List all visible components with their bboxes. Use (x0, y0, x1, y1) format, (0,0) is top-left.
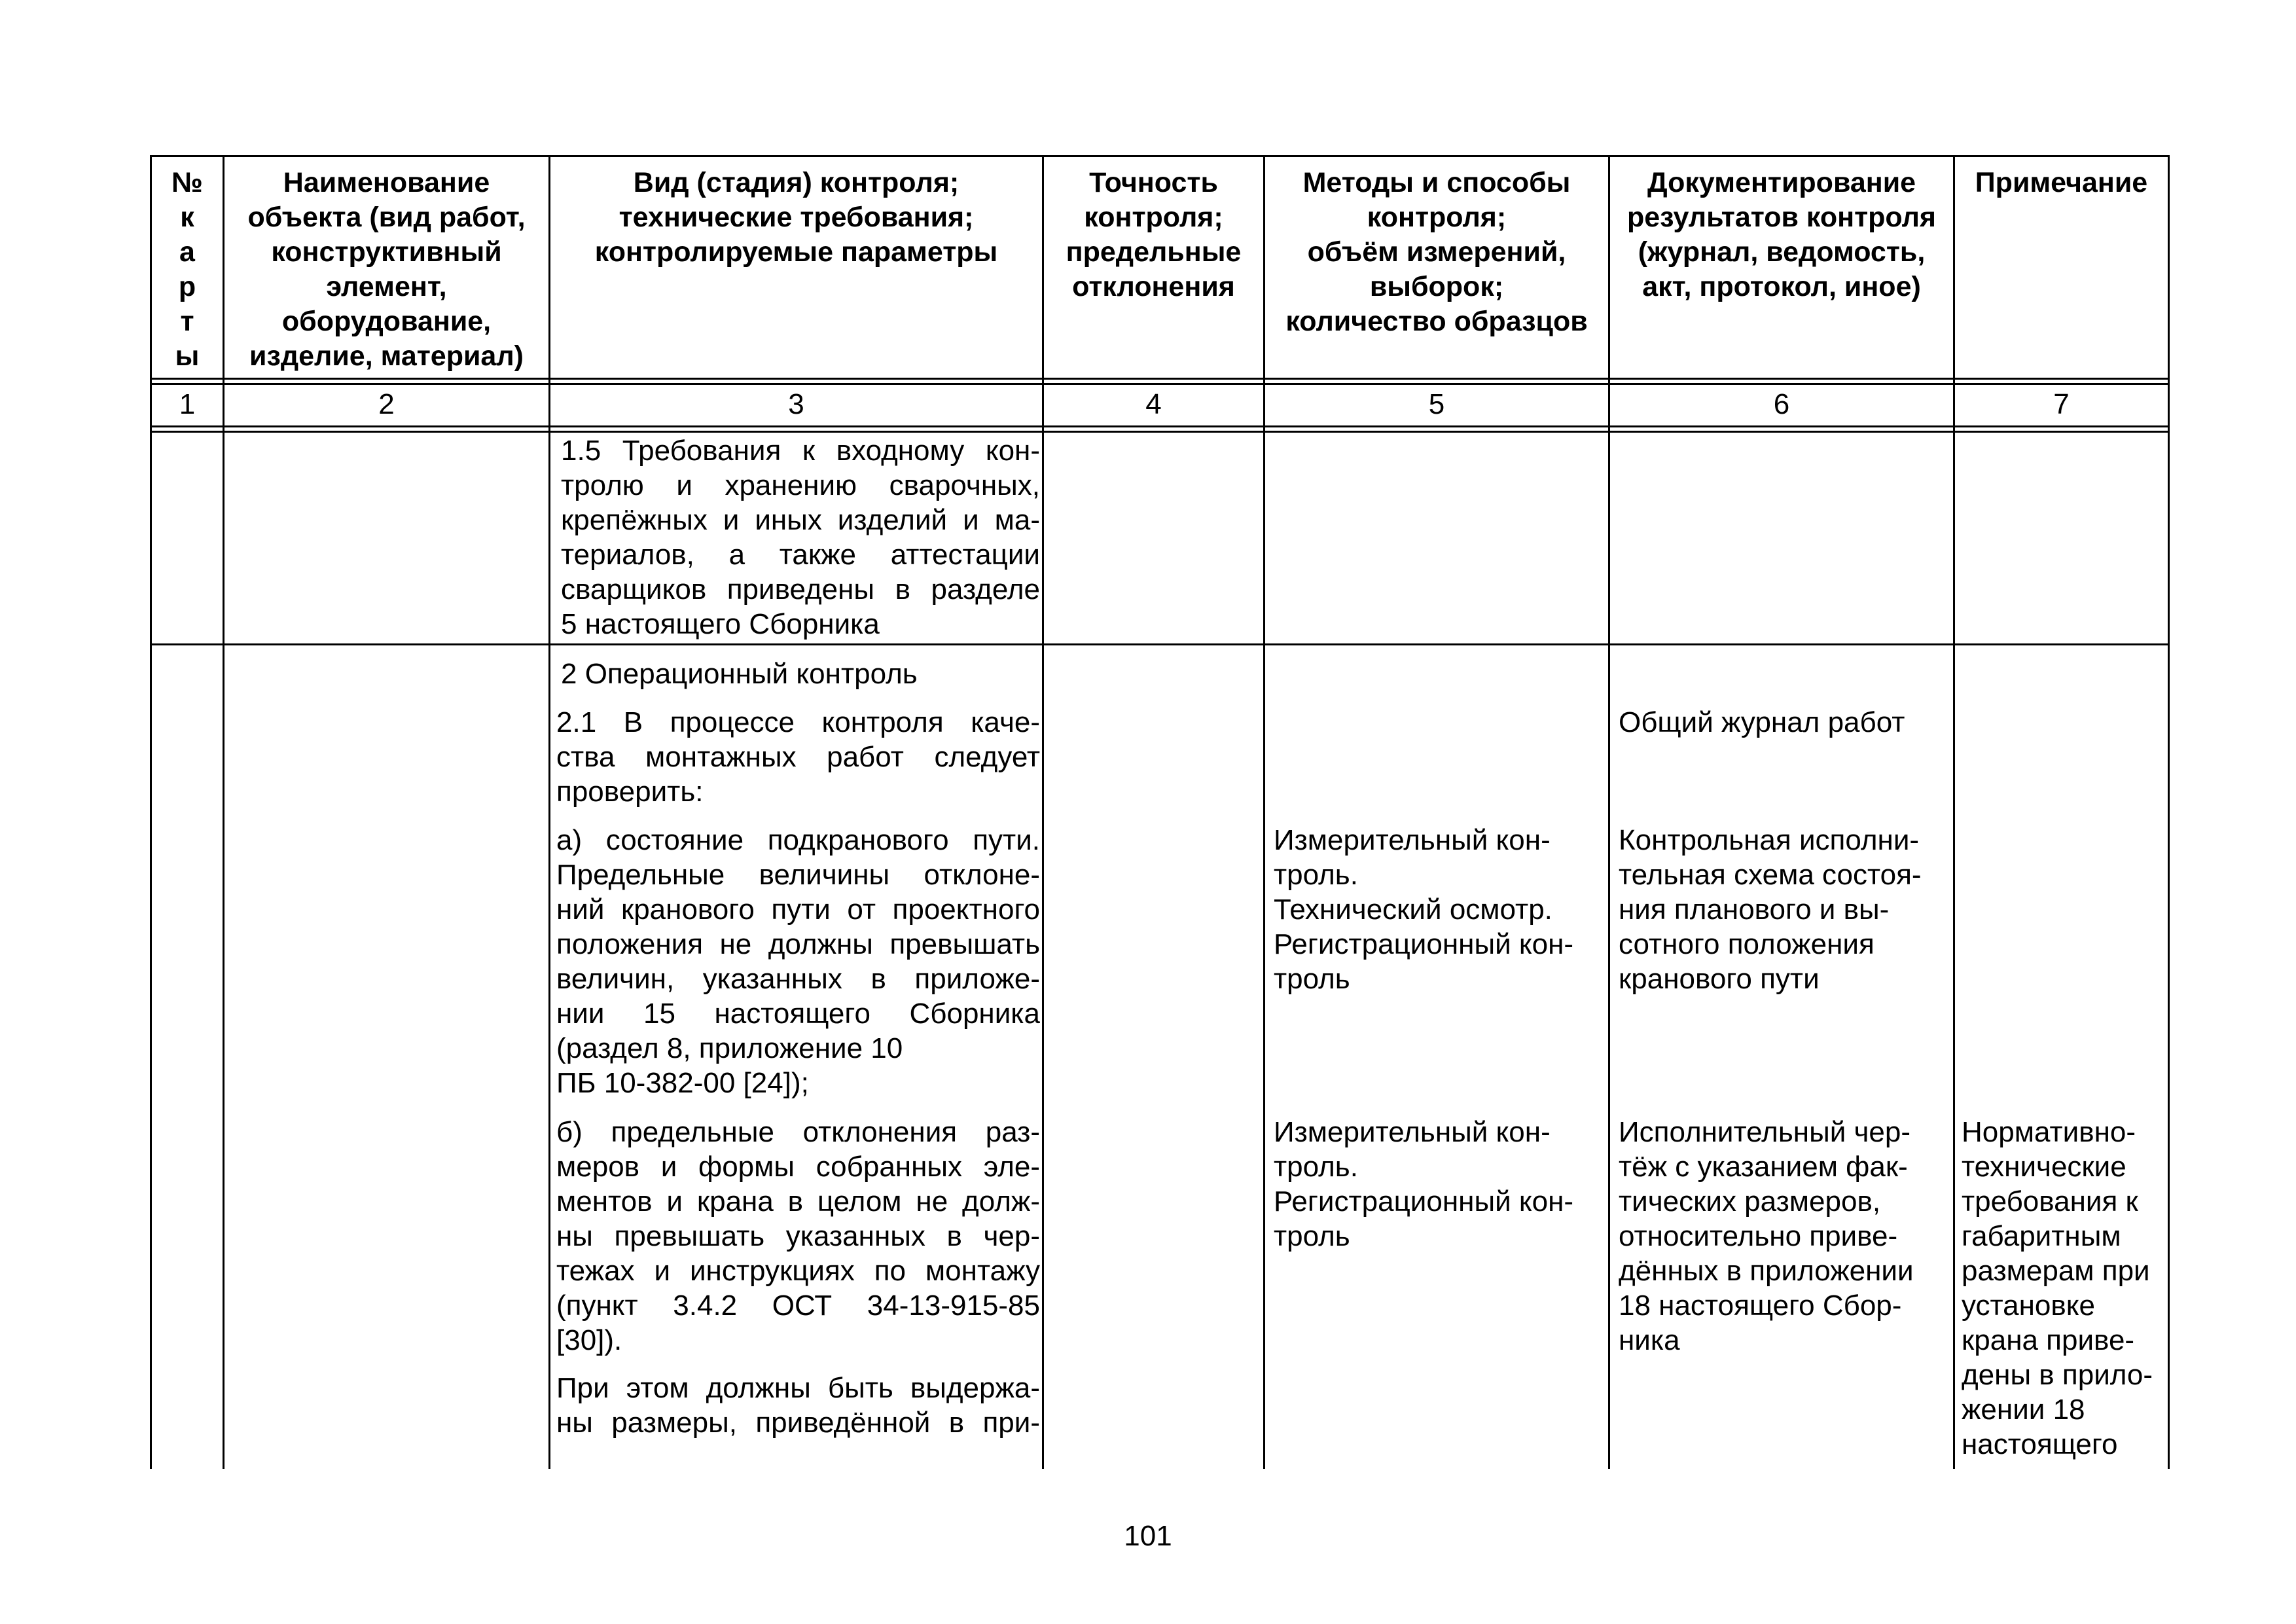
table-border-top (150, 155, 2170, 157)
paragraph-a-crane-track: а) состояние подкранового пути. Предельные величины отклоне- ний кранового пути от проектного положения не должны превышать величин, указанных в приложе- нии 15 настоящего Сборника (раздел 8, приложение 10 ПБ 10-382-00 [24]); (556, 824, 1040, 1099)
column-number-4: 4 (1145, 388, 1162, 420)
column-number-7: 7 (2053, 388, 2070, 420)
paragraph-b-deviations: б) предельные отклонения раз- меров и формы собранных эле- ментов и крана в целом не долж- ны превышать указанных в чер- тежах и инструкциях по монтажу (пункт 3.4.2 ОСТ 34-13-915-85 [30]). (556, 1116, 1040, 1356)
header-documentation: Документирование результатов контроля (журнал, ведомость, акт, протокол, иное) (1626, 167, 1937, 302)
row1-requirements-text: 1.5 Требования к входному кон- тролю и хранению сварочных, крепёжных и иных изделий и ма- териалов, а также аттестации сварщиков приведены в разделе 5 настоящего Сборника (561, 435, 1040, 640)
column-divider-6 (1953, 155, 1955, 1469)
header-divider-upper (150, 378, 2170, 380)
header-methods: Методы и способы контроля; объём измерений, выборок; количество образцов (1285, 167, 1588, 337)
column-number-3: 3 (788, 388, 804, 420)
documentation-work-journal: Общий журнал работ (1619, 706, 1905, 738)
header-divider-lower (150, 383, 2170, 385)
header-object-name: Наименование объекта (вид работ, конструктивный элемент, оборудование, изделие, материал) (247, 167, 526, 372)
paragraph-dimensions: При этом должны быть выдержа- ны размеры, приведённой в при- (556, 1372, 1040, 1439)
section-title-operational-control: 2 Операционный контроль (561, 658, 918, 690)
column-number-5: 5 (1428, 388, 1445, 420)
column-divider-4 (1263, 155, 1265, 1469)
numbers-divider-lower (150, 431, 2170, 433)
header-accuracy: Точность контроля; предельные отклонения (1066, 167, 1242, 302)
methods-a: Измерительный кон- троль. Технический осмотр. Регистрационный кон- троль (1274, 824, 1574, 995)
column-number-1: 1 (179, 388, 196, 420)
numbers-divider-upper (150, 425, 2170, 427)
column-divider-3 (1042, 155, 1044, 1469)
documentation-a: Контрольная исполни- тельная схема состоя- ния планового и вы- сотного положения кранового пути (1619, 824, 1922, 995)
column-number-2: 2 (378, 388, 395, 420)
paragraph-2-1: 2.1 В процессе контроля каче- ства монтажных работ следует проверить: (556, 706, 1040, 808)
row-divider (150, 643, 2170, 645)
column-divider-5 (1608, 155, 1610, 1469)
column-number-6: 6 (1773, 388, 1790, 420)
column-divider-2 (548, 155, 550, 1469)
table-border-right (2168, 155, 2170, 1469)
documentation-b: Исполнительный чер- тёж с указанием фак- тических размеров, относительно приве- дённых в приложении 18 настоящего Сбор- ника (1619, 1116, 1914, 1356)
note-b: Нормативно- технические требования к габаритным размерам при установке крана приве- дены в прило- жении 18 настоящего (1962, 1116, 2153, 1460)
header-control-type: Вид (стадия) контроля; технические требования; контролируемые параметры (594, 167, 998, 268)
page-number: 101 (1124, 1520, 1172, 1552)
header-card-number: № к а р т ы (171, 167, 203, 372)
header-note: Примечание (1975, 167, 2148, 198)
methods-b: Измерительный кон- троль. Регистрационный кон- троль (1274, 1116, 1574, 1252)
